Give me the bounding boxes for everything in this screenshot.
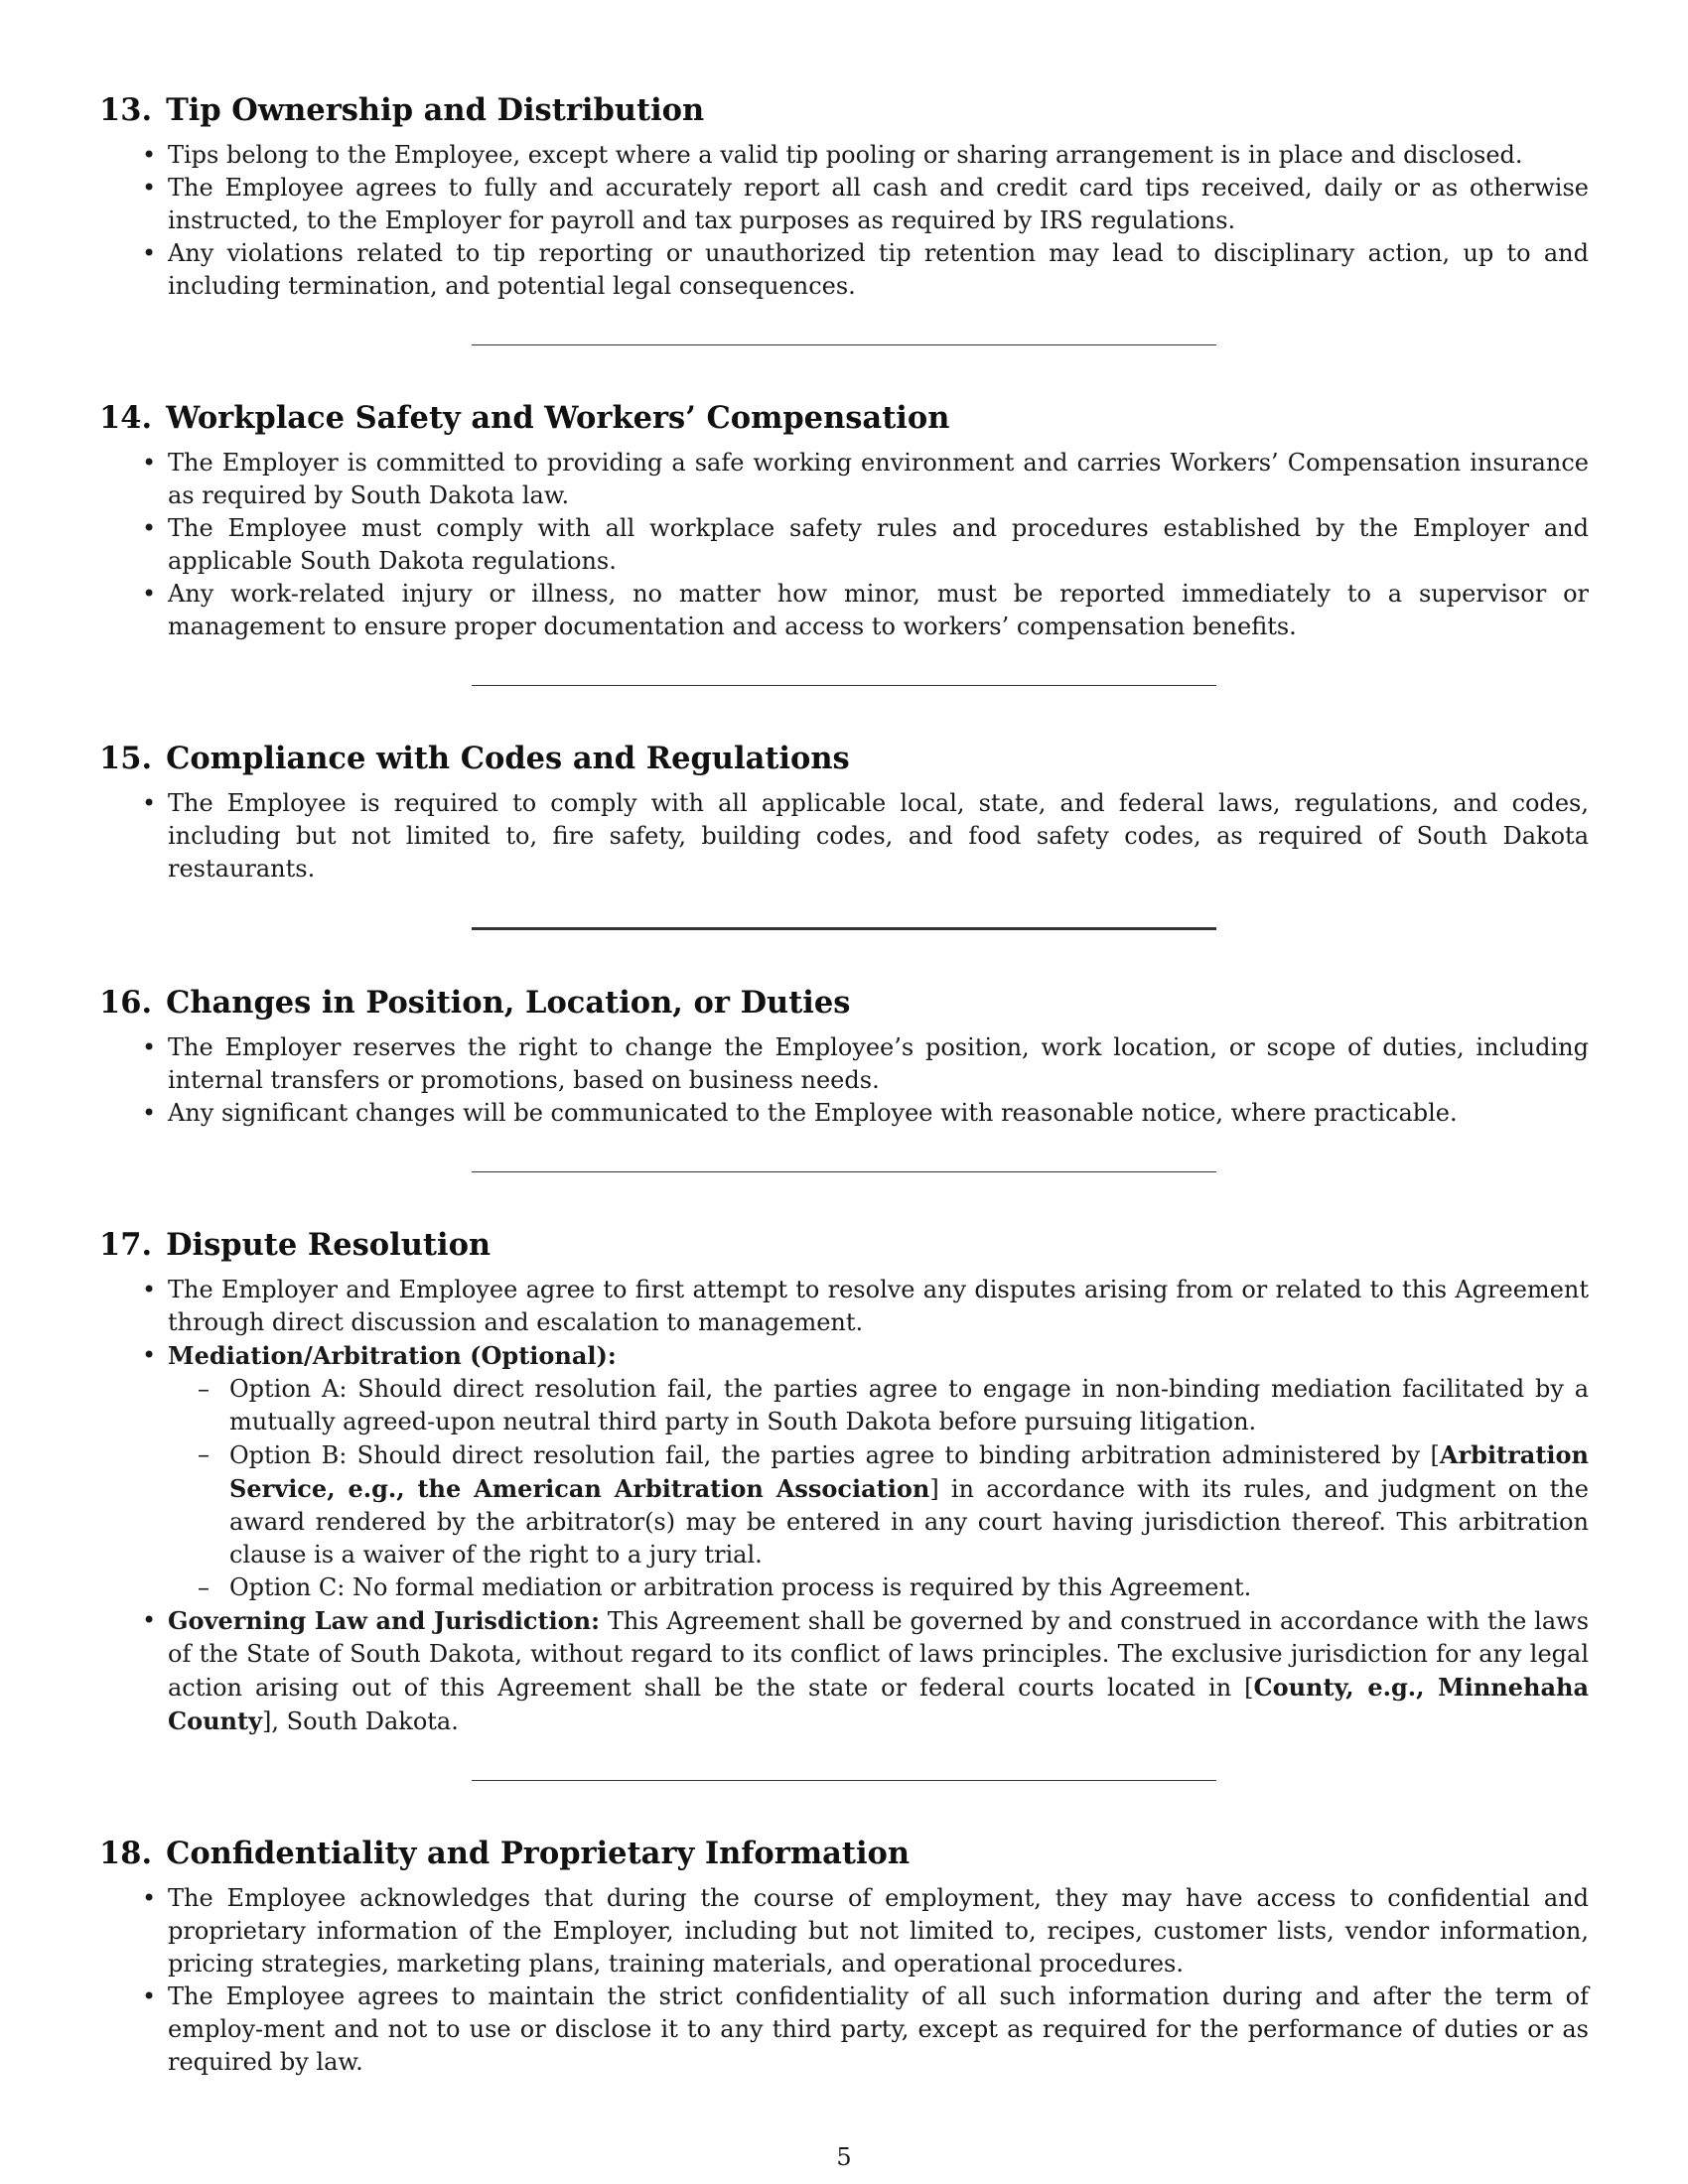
- section-number: 18.: [99, 1836, 153, 1871]
- section-14: [99, 397, 1589, 643]
- list-item: • The Employer reserves the right to change the Employee’s position, work location, or scope of duties, including internal transfers or promotions, based on business needs.: [99, 1031, 1589, 1097]
- section-heading: [99, 982, 1589, 1024]
- governing-law-text-cont: ], South Dakota.: [262, 1707, 459, 1735]
- option-b-text: Option B: Should direct resolution fail, the parties agree to binding arbitration administered by [: [229, 1441, 1440, 1469]
- list-item: • The Employer and Employee agree to first attempt to resolve any disputes arising from or related to this Agreement through direct discussion and escalation to management.: [99, 1274, 1589, 1339]
- list-item: • Any significant changes will be communicated to the Employee with reasonable notice, where practicable.: [99, 1097, 1589, 1130]
- list-item: • Any violations related to tip reporting or unauthorized tip retention may lead to disciplinary action, up to and including termination, and potential legal consequences.: [99, 237, 1589, 303]
- list-item: • Any work-related injury or illness, no matter how minor, must be reported immediately to a supervisor or management to ensure proper documentation and access to workers’ compensation benefits.: [99, 578, 1589, 643]
- section-title: Workplace Safety and Workers’ Compensation: [166, 400, 950, 436]
- list-item: • The Employee acknowledges that during the course of employment, they may have access to confidential and proprietary information of the Employer, including but not limited to, recipes, customer lists, vendor information, pricing strategies, marketing plans, training materials, and operational procedures.: [99, 1882, 1589, 1980]
- option-c: – Option C: No formal mediation or arbitration process is required by this Agreement.: [168, 1571, 1589, 1604]
- section-title: Dispute Resolution: [166, 1227, 492, 1263]
- governing-law-label: Governing Law and Jurisdiction:: [168, 1606, 600, 1635]
- page-number: 5: [836, 2143, 852, 2171]
- list-item: • The Employee agrees to fully and accurately report all cash and credit card tips received, daily or as otherwise instructed, to the Employer for payroll and tax purposes as required by IRS regulations.: [99, 172, 1589, 237]
- option-b: [168, 1438, 1589, 1571]
- section-divider: [472, 1171, 1216, 1172]
- bullet-list: [99, 447, 1589, 643]
- section-number: 16.: [99, 985, 153, 1021]
- list-item: • The Employee is required to comply with all applicable local, state, and federal laws, regulations, and codes, including but not limited to, fire safety, building codes, and food safety codes, as required of South Dakota restaurants.: [99, 787, 1589, 886]
- section-heading: [99, 738, 1589, 779]
- section-divider: [472, 685, 1216, 686]
- list-item-mediation: [99, 1339, 1589, 1604]
- section-heading: [99, 397, 1589, 439]
- section-divider: [472, 1780, 1216, 1781]
- section-title: Changes in Position, Location, or Duties: [166, 985, 851, 1021]
- list-item: • Tips belong to the Employee, except where a valid tip pooling or sharing arrangement is in place and disclosed.: [99, 139, 1589, 172]
- section-17: [99, 1224, 1589, 1738]
- governing-law-text: This Agreement shall be governed by and construed in accordance with the laws of the State of South Dakota, without regard to its conflict of laws principles. The exclusive jurisdiction for any legal action arising out of this Agreement shall be the state or federal courts located in [: [168, 1607, 1590, 1702]
- bullet-list: [99, 1882, 1589, 2079]
- section-number: 17.: [99, 1227, 153, 1263]
- section-16: [99, 982, 1589, 1130]
- bullet-list: [99, 787, 1589, 886]
- section-number: 15.: [99, 741, 153, 776]
- list-item-governing-law: [99, 1604, 1589, 1738]
- mediation-label: Mediation/Arbitration (Optional):: [168, 1341, 617, 1370]
- option-list: [168, 1373, 1589, 1604]
- section-13: [99, 89, 1589, 303]
- county-placeholder: County, e.g., Minnehaha County: [168, 1673, 1589, 1735]
- section-heading: [99, 1833, 1589, 1874]
- list-item: • The Employer is committed to providing a safe working environment and carries Workers’ Compensation insurance as required by South Dakota law.: [99, 447, 1589, 512]
- section-title: Tip Ownership and Distribution: [166, 92, 705, 128]
- page-content: [99, 89, 1589, 2079]
- arbitration-service-placeholder: Arbitration Service, e.g., the American Arbitration Association: [229, 1440, 1589, 1503]
- section-title: Confidentiality and Proprietary Information: [166, 1836, 911, 1871]
- section-18: [99, 1833, 1589, 2079]
- list-item: • The Employee agrees to maintain the strict confidentiality of all such information during and after the term of employ-ment and not to use or disclose it to any third party, except as required for the performance of duties or as required by law.: [99, 1980, 1589, 2079]
- section-number: 14.: [99, 400, 153, 436]
- list-item: • The Employee must comply with all workplace safety rules and procedures established by the Employer and applicable South Dakota regulations.: [99, 512, 1589, 578]
- section-divider: [472, 927, 1216, 930]
- bullet-list: [99, 1031, 1589, 1130]
- option-b-text-cont: ] in accordance with its rules, and judgment on the award rendered by the arbitrator(s) may be entered in any court having jurisdiction thereof. This arbitration clause is a waiver of the right to a jury trial.: [229, 1475, 1590, 1569]
- section-number: 13.: [99, 92, 153, 128]
- option-a: – Option A: Should direct resolution fail, the parties agree to engage in non-binding mediation facilitated by a mutually agreed-upon neutral third party in South Dakota before pursuing litigation.: [168, 1373, 1589, 1438]
- section-title: Compliance with Codes and Regulations: [166, 741, 850, 776]
- bullet-list: [99, 139, 1589, 303]
- section-15: [99, 738, 1589, 886]
- bullet-list: [99, 1274, 1589, 1738]
- section-divider: [472, 344, 1216, 345]
- section-heading: [99, 1224, 1589, 1266]
- section-heading: [99, 89, 1589, 131]
